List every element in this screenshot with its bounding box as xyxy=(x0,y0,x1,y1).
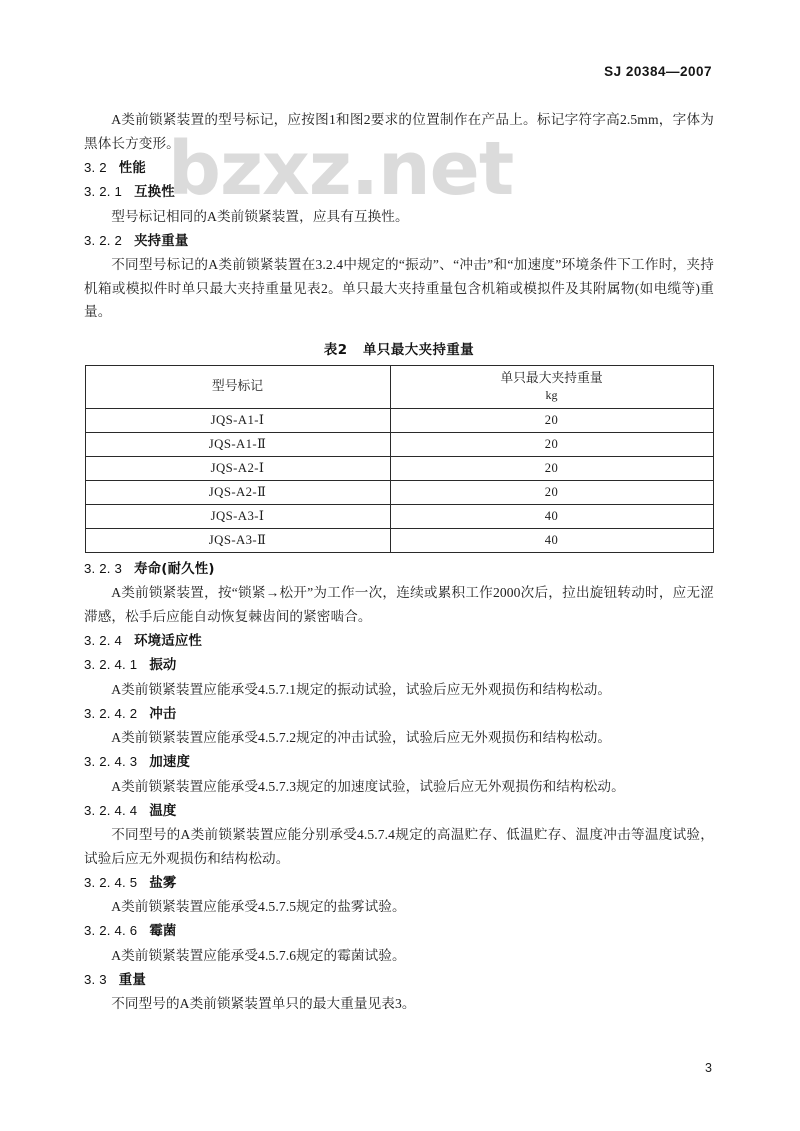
table-header-row xyxy=(85,365,713,408)
table-2-block xyxy=(84,339,714,553)
table-row xyxy=(85,528,713,552)
section-number: 3. 2. 1 xyxy=(84,184,123,199)
cell-model: JQS-A3-Ⅰ xyxy=(85,504,390,528)
column-header-weight-label: 单只最大夹持重量 xyxy=(500,370,603,386)
cell-model: JQS-A1-Ⅰ xyxy=(85,408,390,432)
section-text-3-2-1: 型号标记相同的A类前锁紧装置，应具有互换性。 xyxy=(111,208,409,224)
section-heading-3-2-1 xyxy=(84,180,714,205)
section-text-3-3: 不同型号的A类前锁紧装置单只的最大重量见表3。 xyxy=(111,996,416,1011)
table-row xyxy=(85,504,713,528)
section-heading-3-2-4-5 xyxy=(84,871,714,896)
table-row xyxy=(85,432,713,456)
section-title: 夹持重量 xyxy=(134,233,189,249)
table-row xyxy=(85,480,713,504)
document-standard-code: SJ 20384—2007 xyxy=(604,64,712,79)
section-heading-3-2-3 xyxy=(84,557,714,582)
section-heading-3-2-4-1 xyxy=(84,653,714,678)
section-number: 3. 2. 4. 6 xyxy=(84,923,138,938)
section-number: 3. 2. 4. 2 xyxy=(84,705,138,721)
section-title: 冲击 xyxy=(149,706,177,722)
cell-weight: 40 xyxy=(390,528,713,552)
section-title: 性能 xyxy=(118,160,146,176)
section-text-3-2-4-6: A类前锁紧装置应能承受4.5.7.6规定的霉菌试验。 xyxy=(111,947,406,963)
cell-model: JQS-A1-Ⅱ xyxy=(85,432,390,456)
max-clamp-weight-table xyxy=(85,365,714,553)
section-text-3-2-4-2: A类前锁紧装置应能承受4.5.7.2规定的冲击试验，试验后应无外观损伤和结构松动。 xyxy=(111,730,612,745)
cell-weight: 20 xyxy=(390,456,713,480)
table-row xyxy=(85,456,713,480)
section-heading-3-2-4-3 xyxy=(84,750,714,775)
section-title: 霉菌 xyxy=(149,924,177,939)
section-title: 温度 xyxy=(149,803,177,819)
section-text-3-2-4-1: A类前锁紧装置应能承受4.5.7.1规定的振动试验，试验后应无外观损伤和结构松动。 xyxy=(111,681,612,697)
section-title: 盐雾 xyxy=(149,875,177,891)
watermark-bzxz: bzxz.net xyxy=(168,126,514,212)
section-heading-3-2-4-6 xyxy=(84,919,714,944)
cell-weight: 20 xyxy=(390,480,713,504)
section-number: 3. 2. 3 xyxy=(84,560,123,576)
cell-weight: 20 xyxy=(390,432,713,456)
section-title: 寿命(耐久性) xyxy=(134,561,215,577)
cell-model: JQS-A2-Ⅰ xyxy=(85,456,390,480)
cell-model: JQS-A3-Ⅱ xyxy=(85,528,390,552)
section-text-3-2-4-4: 不同型号的A类前锁紧装置应能分别承受4.5.7.4规定的高温贮存、低温贮存、温度冲击等温度试验，试验后应无外观损伤和结构松动。 xyxy=(84,827,714,866)
table-caption xyxy=(84,339,714,358)
section-heading-3-3 xyxy=(84,968,714,993)
section-title: 振动 xyxy=(149,658,177,673)
section-text-3-2-4-3: A类前锁紧装置应能承受4.5.7.3规定的加速度试验，试验后应无外观损伤和结构松动。 xyxy=(111,778,625,794)
intro-paragraph: A类前锁紧装置的型号标记，应按图1和图2要求的位置制作在产品上。标记字符字高2.5mm，字体为黑体长方变形。 xyxy=(84,112,714,151)
column-header-weight xyxy=(390,365,713,408)
section-number: 3. 2. 4 xyxy=(84,632,123,648)
page-number: 3 xyxy=(705,1061,712,1075)
section-title: 互换性 xyxy=(134,185,175,200)
cell-model: JQS-A2-Ⅱ xyxy=(85,480,390,504)
cell-weight: 20 xyxy=(390,408,713,432)
section-number: 3. 2. 4. 4 xyxy=(84,802,138,818)
table-row xyxy=(85,408,713,432)
section-number: 3. 3 xyxy=(84,971,107,987)
column-header-model: 型号标记 xyxy=(85,365,390,408)
section-number: 3. 2 xyxy=(84,159,107,175)
section-title: 加速度 xyxy=(149,755,191,770)
section-title: 重量 xyxy=(118,972,146,988)
section-number: 3. 2. 4. 3 xyxy=(84,754,138,769)
section-heading-3-2-4-4 xyxy=(84,799,714,824)
section-number: 3. 2. 4. 5 xyxy=(84,874,138,890)
section-heading-3-2-4 xyxy=(84,629,714,654)
section-text-3-2-3: A类前锁紧装置，按“锁紧→松开”为工作一次，连续或累积工作2000次后，拉出旋钮转动时，应无涩滞感，松手后应能自动恢复棘齿间的紧密啮合。 xyxy=(84,585,714,624)
cell-weight: 40 xyxy=(390,504,713,528)
section-text-3-2-2: 不同型号标记的A类前锁紧装置在3.2.4中规定的“振动”、“冲击”和“加速度”环境条件下工作时，夹持机箱或模拟件时单只最大夹持重量见表2。单只最大夹持重量包含机箱或模拟件及其附属物(如电缆等)重量。 xyxy=(84,257,714,319)
section-heading-3-2-4-2 xyxy=(84,702,714,727)
table-caption-label: 表2 xyxy=(323,342,348,358)
section-number: 3. 2. 2 xyxy=(84,232,123,248)
section-title: 环境适应性 xyxy=(134,633,203,649)
table-caption-title: 单只最大夹持重量 xyxy=(363,342,475,358)
document-body xyxy=(84,108,714,1016)
column-header-weight-unit: kg xyxy=(545,387,558,402)
section-text-3-2-4-5: A类前锁紧装置应能承受4.5.7.5规定的盐雾试验。 xyxy=(111,899,406,914)
section-number: 3. 2. 4. 1 xyxy=(84,657,138,672)
section-heading-3-2 xyxy=(84,156,714,181)
section-heading-3-2-2 xyxy=(84,229,714,254)
